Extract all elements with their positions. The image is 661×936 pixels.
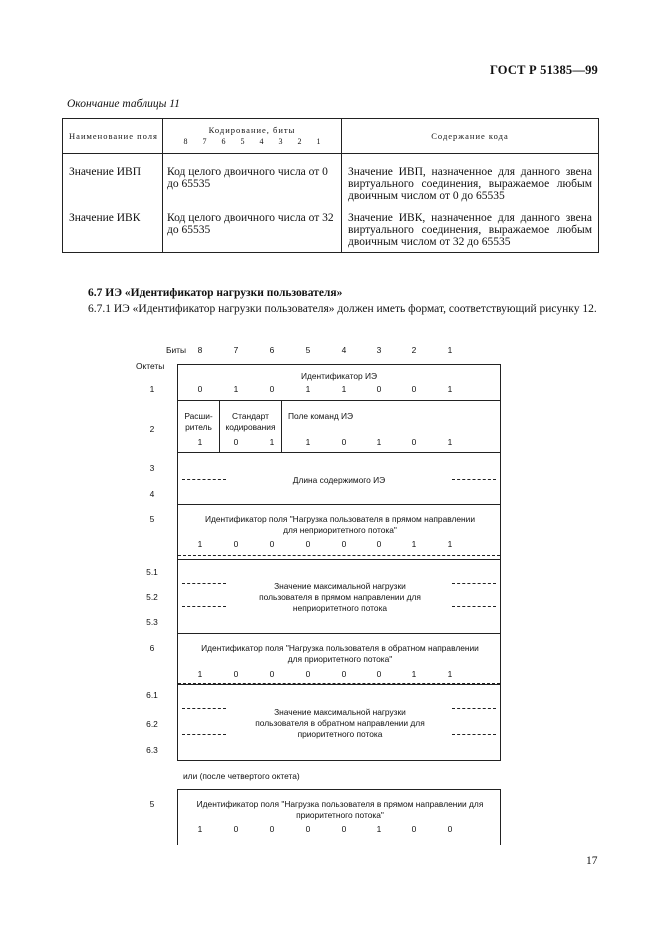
bit-value: 0 [233, 539, 239, 549]
bit-value: 1 [197, 437, 203, 447]
section-heading: 6.7 ИЭ «Идентификатор нагрузки пользователя» [88, 287, 343, 299]
bit-value: 0 [376, 539, 382, 549]
backward-value-label: Значение максимальной нагрузки пользователя в обратном направлении для приоритетного потока [255, 707, 425, 739]
table-caption: Окончание таблицы 11 [67, 98, 180, 110]
forward-field-label: Идентификатор поля "Нагрузка пользователя в прямом направлении для неприоритетного потока" [204, 514, 476, 535]
backward-field-label: Идентификатор поля "Нагрузка пользователя в обратном направлении для приоритетного потока" [201, 643, 479, 664]
bit-value: 1 [447, 384, 453, 394]
bit-value: 1 [305, 437, 311, 447]
bit-value: 1 [376, 824, 382, 834]
header-field: Наименование поля [63, 119, 163, 154]
alt-field-label: Идентификатор поля "Нагрузка пользователя в прямом направлении для приоритетного потока" [196, 799, 484, 820]
bit-number: 6 [269, 345, 275, 355]
bit-number: 8 [197, 345, 203, 355]
header-bit: 3 [278, 137, 283, 146]
bit-value: 0 [411, 824, 417, 834]
header-bits [167, 136, 337, 147]
bit-value: 0 [341, 437, 347, 447]
bit-number: 5 [305, 345, 311, 355]
alt-octet-5-box [177, 789, 501, 845]
bit-value: 1 [341, 384, 347, 394]
header-bit: 7 [202, 137, 207, 146]
octet-number: 4 [149, 489, 155, 499]
table-header-row [63, 119, 599, 154]
octet-number: 1 [149, 384, 155, 394]
octet-number: 5.3 [146, 617, 158, 627]
table-row [63, 154, 599, 203]
bit-value: 1 [447, 437, 453, 447]
octet-number: 3 [149, 463, 155, 473]
octet-number: 5.1 [146, 567, 158, 577]
row-name: Значение ИВК [63, 202, 163, 253]
length-label: Длина содержимого ИЭ [292, 475, 386, 485]
bit-number: 3 [376, 345, 382, 355]
bit-value: 0 [305, 669, 311, 679]
bit-value: 1 [269, 437, 275, 447]
octet-number: 5 [149, 799, 155, 809]
bit-value: 1 [447, 669, 453, 679]
bit-value: 0 [305, 824, 311, 834]
bit-number: 7 [233, 345, 239, 355]
bit-value: 1 [376, 437, 382, 447]
bit-value: 0 [233, 437, 239, 447]
bit-value: 1 [197, 539, 203, 549]
header-bit: 1 [316, 137, 321, 146]
section-paragraph: 6.7.1 ИЭ «Идентификатор нагрузки пользователя» должен иметь формат, соответствующий рисунку 12. [88, 303, 597, 315]
row-content: Значение ИВП, назначенное для данного звена виртуального соединения, выражаемое любым двоичным числом от 0 до 65535 [342, 154, 599, 203]
octets-label: Октеты [136, 361, 165, 371]
octet-number: 2 [149, 424, 155, 434]
row-coding: Код целого двоичного числа от 32 до 65535 [163, 202, 342, 253]
header-bit: 6 [221, 137, 226, 146]
bit-value: 0 [233, 669, 239, 679]
bit-value: 0 [447, 824, 453, 834]
octet-number: 6.1 [146, 690, 158, 700]
octet-6x-box [177, 684, 501, 761]
bit-value: 0 [341, 824, 347, 834]
header-bit: 2 [297, 137, 302, 146]
bit-number: 1 [447, 345, 453, 355]
octet-number: 5 [149, 514, 155, 524]
bit-value: 0 [376, 669, 382, 679]
bit-value: 1 [411, 539, 417, 549]
coding-standard-label: Стандарт кодирования [225, 411, 276, 432]
standard-header: ГОСТ Р 51385—99 [489, 63, 598, 77]
header-bit: 5 [240, 137, 245, 146]
header-coding-label: Кодирование, биты [208, 125, 296, 135]
bits-label: Биты [166, 345, 187, 355]
command-field-label: Поле команд ИЭ [288, 411, 354, 421]
bit-value: 0 [269, 539, 275, 549]
extension-label: Расши-ритель [184, 411, 213, 432]
octet-number: 6.2 [146, 719, 158, 729]
ie-id-label: Идентификатор ИЭ [300, 371, 378, 381]
bit-value: 1 [197, 669, 203, 679]
row-content: Значение ИВК, назначенное для данного звена виртуального соединения, выражаемое любым двоичным числом от 32 до 65535 [342, 202, 599, 253]
alt-note: или (после четвертого октета) [183, 771, 300, 781]
bit-value: 0 [411, 384, 417, 394]
octet-number: 6.3 [146, 745, 158, 755]
header-coding [163, 119, 342, 154]
bit-value: 0 [269, 824, 275, 834]
bit-value: 0 [376, 384, 382, 394]
octet-5-box [177, 504, 501, 560]
bit-value: 0 [269, 384, 275, 394]
bit-value: 0 [341, 669, 347, 679]
octet-3-4-box [177, 452, 501, 505]
octet-number: 5.2 [146, 592, 158, 602]
bit-number: 4 [341, 345, 347, 355]
bit-value: 1 [411, 669, 417, 679]
bit-value: 0 [305, 539, 311, 549]
bit-value: 1 [233, 384, 239, 394]
header-content: Содержание кода [342, 119, 599, 154]
bit-value: 0 [233, 824, 239, 834]
header-bit: 4 [259, 137, 264, 146]
bit-number: 2 [411, 345, 417, 355]
page-number: 17 [586, 855, 598, 867]
bit-value: 1 [447, 539, 453, 549]
octet-1-box [177, 364, 501, 401]
forward-value-label: Значение максимальной нагрузки пользователя в прямом направлении для неприоритетного потока [259, 581, 421, 613]
row-name: Значение ИВП [63, 154, 163, 203]
table-11 [62, 118, 599, 253]
table-row [63, 202, 599, 253]
row-coding: Код целого двоичного числа от 0 до 65535 [163, 154, 342, 203]
bit-value: 0 [197, 384, 203, 394]
octet-5x-box [177, 559, 501, 634]
header-bit: 8 [183, 137, 188, 146]
bit-value: 0 [269, 669, 275, 679]
bit-value: 1 [197, 824, 203, 834]
bit-value: 0 [341, 539, 347, 549]
bit-value: 0 [411, 437, 417, 447]
octet-number: 6 [149, 643, 155, 653]
bit-value: 1 [305, 384, 311, 394]
